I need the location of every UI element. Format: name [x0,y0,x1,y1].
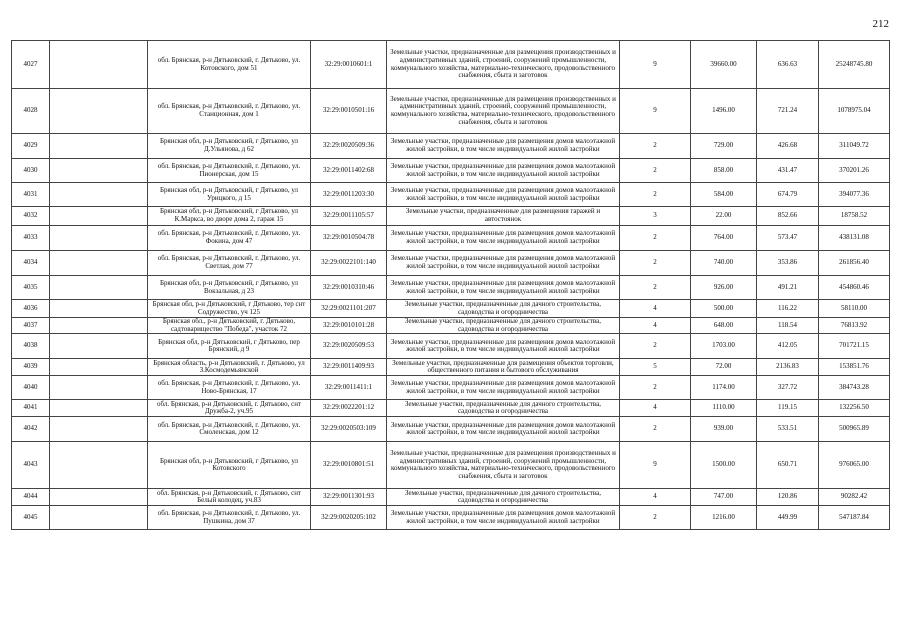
blank-cell [50,334,148,359]
address-cell: Брянская обл, р-н Дятьковский, г Дятьково, ул К.Маркса, во дворе дома 2, гараж 15 [148,207,311,226]
area-cell: 1500.00 [691,442,757,489]
row-id-cell: 4027 [12,41,50,89]
cadastral-value-cell: 311049.72 [819,134,890,159]
cadastral-value-cell: 384743.28 [819,376,890,400]
use-code-cell: 4 [620,489,691,506]
table-row [12,506,890,530]
specific-value-cell: 573.47 [757,226,819,251]
specific-value-cell: 674.79 [757,183,819,207]
specific-value-cell: 636.63 [757,41,819,89]
use-code-cell: 3 [620,207,691,226]
cadastral-number-cell: 32:29:0020503:109 [311,417,387,442]
cadastral-number-cell: 32:29:0010801:51 [311,442,387,489]
table-row [12,89,890,134]
blank-cell [50,376,148,400]
cadastral-number-cell: 32:29:0020509:53 [311,334,387,359]
specific-value-cell: 118.54 [757,318,819,334]
use-code-cell: 2 [620,251,691,276]
blank-cell [50,183,148,207]
row-id-cell: 4042 [12,417,50,442]
use-code-cell: 9 [620,442,691,489]
cadastral-value-cell: 25248745.80 [819,41,890,89]
table-row [12,207,890,226]
blank-cell [50,417,148,442]
specific-value-cell: 449.99 [757,506,819,530]
row-id-cell: 4029 [12,134,50,159]
address-cell: Брянская область, р-н Дятьковский, г. Дятьково, ул З.Космодемьянской [148,359,311,376]
area-cell: 747.00 [691,489,757,506]
cadastral-number-cell: 32:29:0010310:46 [311,276,387,300]
land-use-cell: Земельные участки, предназначенные для размещения объектов торговли, общественного питания и бытового обслуживания [387,359,620,376]
table-row [12,300,890,318]
specific-value-cell: 491.21 [757,276,819,300]
land-use-cell: Земельные участки, предназначенные для размещения домов малоэтажной жилой застройки, в том числе индивидуальной жилой застройки [387,226,620,251]
specific-value-cell: 2136.83 [757,359,819,376]
address-cell: обл. Брянская, р-н Дятьковский, г. Дятьково, ул. Пушкина, дом 37 [148,506,311,530]
row-id-cell: 4036 [12,300,50,318]
address-cell: обл. Брянская, р-н Дятьковский, г. Дятьково, ул. Котовского, дом 51 [148,41,311,89]
address-cell: Брянская обл, р-н Дятьковский, г Дятьково, ул Д.Ульянова, д 62 [148,134,311,159]
land-use-cell: Земельные участки, предназначенные для размещения домов малоэтажной жилой застройки, в том числе индивидуальной жилой застройки [387,183,620,207]
cadastral-number-cell: 32:29:0010504:78 [311,226,387,251]
table-row [12,489,890,506]
address-cell: обл. Брянская, р-н Дятьковский, г. Дятьково, ул. Смоленская, дом 12 [148,417,311,442]
table-row [12,334,890,359]
area-cell: 764.00 [691,226,757,251]
row-id-cell: 4031 [12,183,50,207]
address-cell: Брянская обл, р-н Дятьковский, г Дятьково, тер снт Содружество, уч 125 [148,300,311,318]
table-row [12,276,890,300]
blank-cell [50,89,148,134]
blank-cell [50,318,148,334]
area-cell: 72.00 [691,359,757,376]
row-id-cell: 4043 [12,442,50,489]
area-cell: 740.00 [691,251,757,276]
land-use-cell: Земельные участки, предназначенные для размещения домов малоэтажной жилой застройки, в том числе индивидуальной жилой застройки [387,159,620,183]
table-row [12,417,890,442]
row-id-cell: 4034 [12,251,50,276]
blank-cell [50,506,148,530]
blank-cell [50,134,148,159]
use-code-cell: 5 [620,359,691,376]
cadastral-number-cell: 32:29:0011105:57 [311,207,387,226]
specific-value-cell: 650.71 [757,442,819,489]
cadastral-number-cell: 32:29:0011411:1 [311,376,387,400]
cadastral-value-table [11,40,890,530]
blank-cell [50,400,148,417]
area-cell: 584.00 [691,183,757,207]
cadastral-value-cell: 90282.42 [819,489,890,506]
specific-value-cell: 119.15 [757,400,819,417]
row-id-cell: 4044 [12,489,50,506]
address-cell: Брянская обл, р-н Дятьковский, г Дятьково, пер Брянский, д 9 [148,334,311,359]
address-cell: Брянская обл, р-н Дятьковский, г Дятьково, ул Вокзальная, д 23 [148,276,311,300]
land-use-cell: Земельные участки, предназначенные для размещения домов малоэтажной жилой застройки, в том числе индивидуальной жилой застройки [387,334,620,359]
blank-cell [50,251,148,276]
cadastral-value-cell: 976065.00 [819,442,890,489]
blank-cell [50,489,148,506]
cadastral-value-cell: 454860.46 [819,276,890,300]
row-id-cell: 4040 [12,376,50,400]
specific-value-cell: 533.51 [757,417,819,442]
specific-value-cell: 426.68 [757,134,819,159]
cadastral-value-cell: 58110.00 [819,300,890,318]
use-code-cell: 2 [620,134,691,159]
cadastral-value-cell: 261856.40 [819,251,890,276]
address-cell: обл. Брянская, р-н Дятьковский, г. Дятьково, ул. Ново-Брянская, 17 [148,376,311,400]
cadastral-value-cell: 547187.84 [819,506,890,530]
cadastral-number-cell: 32:29:0022101:140 [311,251,387,276]
use-code-cell: 2 [620,183,691,207]
area-cell: 1110.00 [691,400,757,417]
table-row [12,134,890,159]
address-cell: обл. Брянская, р-н Дятьковский, г. Дятьково, снт Белый колодец, уч.83 [148,489,311,506]
land-use-cell: Земельные участки, предназначенные для размещения производственных и административных зданий, строений, сооружений промышленности, коммунального хозяйства, материально-технического, продовольственного снабжения, сбыта и заготовок [387,442,620,489]
specific-value-cell: 120.86 [757,489,819,506]
area-cell: 858.00 [691,159,757,183]
use-code-cell: 9 [620,41,691,89]
address-cell: Брянская обл, р-н Дятьковский, г Дятьково, ул Урицкого, д 15 [148,183,311,207]
use-code-cell: 2 [620,159,691,183]
use-code-cell: 4 [620,400,691,417]
cadastral-value-cell: 438131.08 [819,226,890,251]
land-use-cell: Земельные участки, предназначенные для дачного строительства, садоводства и огородничества [387,300,620,318]
specific-value-cell: 412.05 [757,334,819,359]
address-cell: Брянская обл, р-н Дятьковский, г Дятьково, ул Котовского [148,442,311,489]
table-row [12,400,890,417]
use-code-cell: 2 [620,226,691,251]
cadastral-number-cell: 32:29:0020509:36 [311,134,387,159]
row-id-cell: 4032 [12,207,50,226]
use-code-cell: 2 [620,417,691,442]
row-id-cell: 4045 [12,506,50,530]
land-use-cell: Земельные участки, предназначенные для размещения домов малоэтажной жилой застройки, в том числе индивидуальной жилой застройки [387,506,620,530]
use-code-cell: 2 [620,376,691,400]
area-cell: 648.00 [691,318,757,334]
address-cell: обл. Брянская, р-н Дятьковский, г. Дятьково, ул. Станционная, дом 1 [148,89,311,134]
cadastral-value-cell: 18758.52 [819,207,890,226]
table-row [12,251,890,276]
row-id-cell: 4030 [12,159,50,183]
blank-cell [50,207,148,226]
area-cell: 1174.00 [691,376,757,400]
cadastral-value-cell: 370201.26 [819,159,890,183]
cadastral-value-cell: 394077.36 [819,183,890,207]
use-code-cell: 4 [620,300,691,318]
area-cell: 22.00 [691,207,757,226]
specific-value-cell: 852.66 [757,207,819,226]
table-row [12,359,890,376]
specific-value-cell: 327.72 [757,376,819,400]
cadastral-value-cell: 701721.15 [819,334,890,359]
blank-cell [50,276,148,300]
land-use-cell: Земельные участки, предназначенные для дачного строительства, садоводства и огородничества [387,489,620,506]
cadastral-value-cell: 1078975.04 [819,89,890,134]
land-use-cell: Земельные участки, предназначенные для размещения гаражей и автостоянок [387,207,620,226]
use-code-cell: 2 [620,334,691,359]
cadastral-value-cell: 132256.50 [819,400,890,417]
row-id-cell: 4028 [12,89,50,134]
blank-cell [50,442,148,489]
table-row [12,226,890,251]
row-id-cell: 4041 [12,400,50,417]
land-use-cell: Земельные участки, предназначенные для размещения домов малоэтажной жилой застройки, в том числе индивидуальной жилой застройки [387,134,620,159]
cadastral-number-cell: 32:29:0011402:68 [311,159,387,183]
area-cell: 39660.00 [691,41,757,89]
row-id-cell: 4033 [12,226,50,251]
area-cell: 926.00 [691,276,757,300]
table-row [12,159,890,183]
address-cell: обл. Брянская, р-н Дятьковский, г. Дятьково, ул. Фокина, дом 47 [148,226,311,251]
blank-cell [50,300,148,318]
blank-cell [50,359,148,376]
table-row [12,183,890,207]
cadastral-number-cell: 32:29:0010501:16 [311,89,387,134]
table-row [12,41,890,89]
cadastral-number-cell: 32:29:0022201:12 [311,400,387,417]
area-cell: 500.00 [691,300,757,318]
address-cell: обл. Брянская, р-н Дятьковский, г. Дятьково, ул. Светлая, дом 77 [148,251,311,276]
area-cell: 1216.00 [691,506,757,530]
land-use-cell: Земельные участки, предназначенные для дачного строительства, садоводства и огородничества [387,318,620,334]
land-use-cell: Земельные участки, предназначенные для размещения домов малоэтажной жилой застройки, в том числе индивидуальной жилой застройки [387,417,620,442]
area-cell: 1496.00 [691,89,757,134]
row-id-cell: 4037 [12,318,50,334]
cadastral-number-cell: 32:29:0020205:102 [311,506,387,530]
cadastral-value-cell: 76813.92 [819,318,890,334]
address-cell: обл. Брянская, р-н Дятьковский, г. Дятьково, ул. Пионерская, дом 15 [148,159,311,183]
table-row [12,442,890,489]
table-row [12,318,890,334]
blank-cell [50,159,148,183]
land-use-cell: Земельные участки, предназначенные для размещения производственных и административных зданий, строений, сооружений промышленности, коммунального хозяйства, материально-технического, продовольственного снабжения, сбыта и заготовок [387,41,620,89]
use-code-cell: 4 [620,318,691,334]
row-id-cell: 4039 [12,359,50,376]
cadastral-number-cell: 32:29:0011301:93 [311,489,387,506]
use-code-cell: 9 [620,89,691,134]
address-cell: обл. Брянская, р-н Дятьковский, г. Дятьково, снт Дружба-2, уч.95 [148,400,311,417]
cadastral-number-cell: 32:29:0011409:93 [311,359,387,376]
use-code-cell: 2 [620,276,691,300]
page-number: 212 [872,18,889,30]
specific-value-cell: 721.24 [757,89,819,134]
cadastral-value-cell: 500965.89 [819,417,890,442]
land-use-cell: Земельные участки, предназначенные для размещения производственных и административных зданий, строений, сооружений промышленности, коммунального хозяйства, материально-технического, продовольственного снабжения, сбыта и заготовок [387,89,620,134]
row-id-cell: 4038 [12,334,50,359]
area-cell: 729.00 [691,134,757,159]
land-use-cell: Земельные участки, предназначенные для размещения домов малоэтажной жилой застройки, в том числе индивидуальной жилой застройки [387,276,620,300]
cadastral-number-cell: 32:29:0010101:28 [311,318,387,334]
land-use-cell: Земельные участки, предназначенные для размещения домов малоэтажной жилой застройки, в том числе индивидуальной жилой застройки [387,251,620,276]
cadastral-number-cell: 32:29:0011203:30 [311,183,387,207]
specific-value-cell: 116.22 [757,300,819,318]
cadastral-value-cell: 153851.76 [819,359,890,376]
blank-cell [50,41,148,89]
specific-value-cell: 431.47 [757,159,819,183]
cadastral-number-cell: 32:29:0010601:1 [311,41,387,89]
area-cell: 1703.00 [691,334,757,359]
table-row [12,376,890,400]
land-use-cell: Земельные участки, предназначенные для размещения домов малоэтажной жилой застройки, в том числе индивидуальной жилой застройки [387,376,620,400]
land-use-cell: Земельные участки, предназначенные для дачного строительства, садоводства и огородничества [387,400,620,417]
row-id-cell: 4035 [12,276,50,300]
blank-cell [50,226,148,251]
use-code-cell: 2 [620,506,691,530]
specific-value-cell: 353.86 [757,251,819,276]
address-cell: Брянская обл., р-н Дятьковский, г. Дятьково, садтоварищество "Победа", участок 72 [148,318,311,334]
table-body [12,41,890,530]
cadastral-number-cell: 32:29:0021101:207 [311,300,387,318]
area-cell: 939.00 [691,417,757,442]
